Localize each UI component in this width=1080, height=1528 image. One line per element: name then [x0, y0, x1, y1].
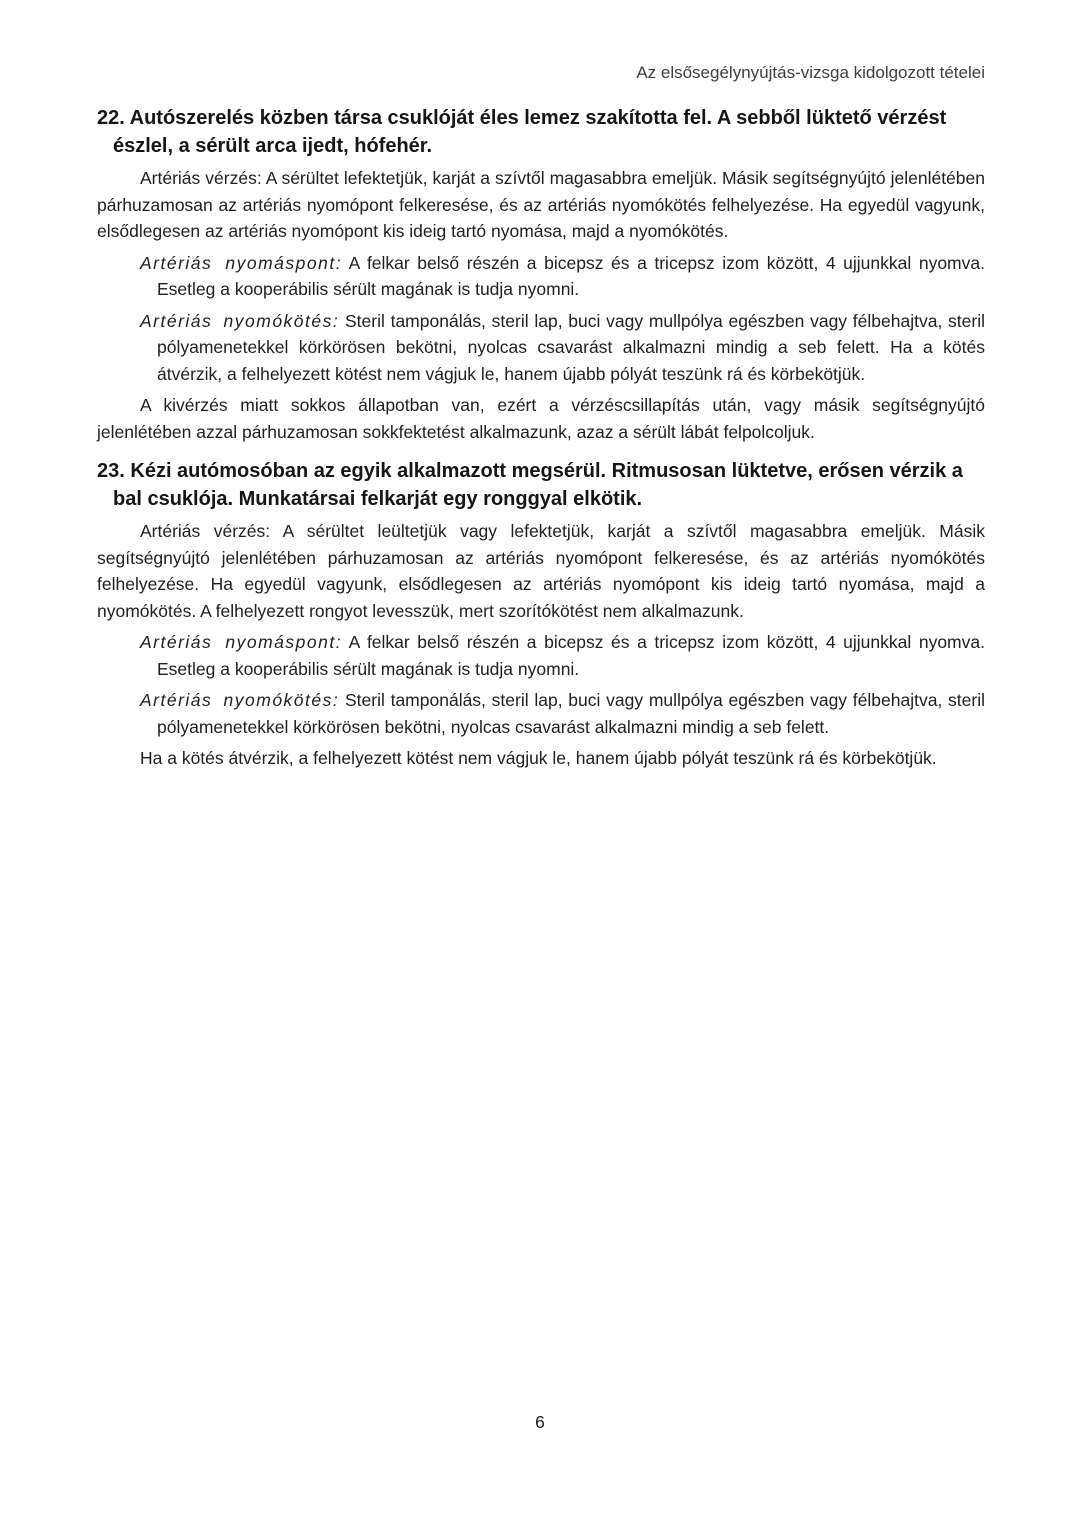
section-23-sub-pressure-bandage: [140, 687, 985, 740]
sub-lead-pressure-bandage: Artériás nyomókötés:: [140, 690, 340, 710]
section-23-paragraph-arterial-bleeding: Artériás vérzés: A sérültet leültetjük vagy lefektetjük, karját a szívtől magasabbra emeljük. Másik segítségnyújtó jelenlétében párhuzamosan az artériás nyomópont felkeresése, és az artériás nyomókötés felhelyezése. Ha egyedül vagyunk, elsődlegesen az artériás nyomópont kis ideig tartó nyomása, majd a nyomókötés. A felhelyezett rongyot levesszük, mert szorítókötést nem alkalmazunk.: [97, 521, 985, 621]
sub-text-pressure-bandage: Steril tamponálás, steril lap, buci vagy mullpólya egészben vagy félbehajtva, steril pólyamenetekkel körkörösen bekötni, nyolcas csavarást alkalmazni mindig a seb felett. Ha a kötés átvérzik, a felhelyezett kötést nem vágjuk le, hanem újabb pólyát teszünk rá és körbekötjük.: [157, 310, 985, 384]
section-22-paragraph-shock: A kivérzés miatt sokkos állapotban van, ezért a vérzéscsillapítás után, vagy másik segítségnyújtó jelenlétében azzal párhuzamosan sokkfektetést alkalmazunk, azaz a sérült lábát felpolcoljuk.: [97, 395, 985, 442]
section-23-paragraph-rebandage: Ha a kötés átvérzik, a felhelyezett kötést nem vágjuk le, hanem újabb pólyát teszünk rá és körbekötjük.: [140, 748, 937, 768]
section-23-sub-pressure-point: [140, 629, 985, 682]
section-23: [97, 457, 985, 772]
sub-text-pressure-point: A felkar belső részén a bicepsz és a tricepsz izom között, 4 ujjunkkal nyomva. Esetleg a kooperábilis sérült magának is tudja nyomni.: [157, 252, 985, 299]
section-22-paragraph-arterial-bleeding: Artériás vérzés: A sérültet lefektetjük, karját a szívtől magasabbra emeljük. Másik segítségnyújtó jelenlétében párhuzamosan az artériás nyomópont felkeresése, és az artériás nyomókötés felhelyezése. Ha egyedül vagyunk, elsődlegesen az artériás nyomópont kis ideig tartó nyomása, majd a nyomókötés.: [97, 168, 985, 241]
section-22-sub-pressure-point: [140, 250, 985, 303]
sub-text-pressure-bandage: Steril tamponálás, steril lap, buci vagy mullpólya egészben vagy félbehajtva, steril pólyamenetekkel körkörösen bekötni, nyolcas csavarást alkalmazni mindig a seb felett.: [157, 690, 985, 737]
running-header: Az elsősegélynyújtás-vizsga kidolgozott tételei: [636, 63, 985, 82]
section-22-sub-pressure-bandage: [140, 308, 985, 388]
section-22-number: 22.: [97, 107, 125, 129]
sub-lead-pressure-point: Artériás nyomáspont:: [140, 252, 343, 273]
page-number: 6: [535, 1412, 545, 1432]
section-22-title: Autószerelés közben társa csuklóját éles lemez szakította fel. A sebből lüktető vérzést észlel, a sérült arca ijedt, hófehér.: [113, 107, 947, 157]
section-22: [97, 104, 985, 445]
sub-lead-pressure-point: Artériás nyomáspont:: [140, 632, 343, 652]
section-23-number: 23.: [97, 460, 125, 482]
document-content: [97, 104, 985, 776]
sub-lead-pressure-bandage: Artériás nyomókötés:: [140, 310, 340, 331]
sub-text-pressure-point: A felkar belső részén a bicepsz és a tricepsz izom között, 4 ujjunkkal nyomva. Esetleg a kooperábilis sérült magának is tudja nyomni.: [157, 632, 985, 679]
section-23-title: Kézi autómosóban az egyik alkalmazott megsérül. Ritmusosan lüktetve, erősen vérzik a bal csuklója. Munkatársai felkarját egy ronggyal elkötik.: [113, 460, 963, 510]
section-22-heading: [97, 104, 985, 160]
section-23-heading: [97, 457, 985, 513]
